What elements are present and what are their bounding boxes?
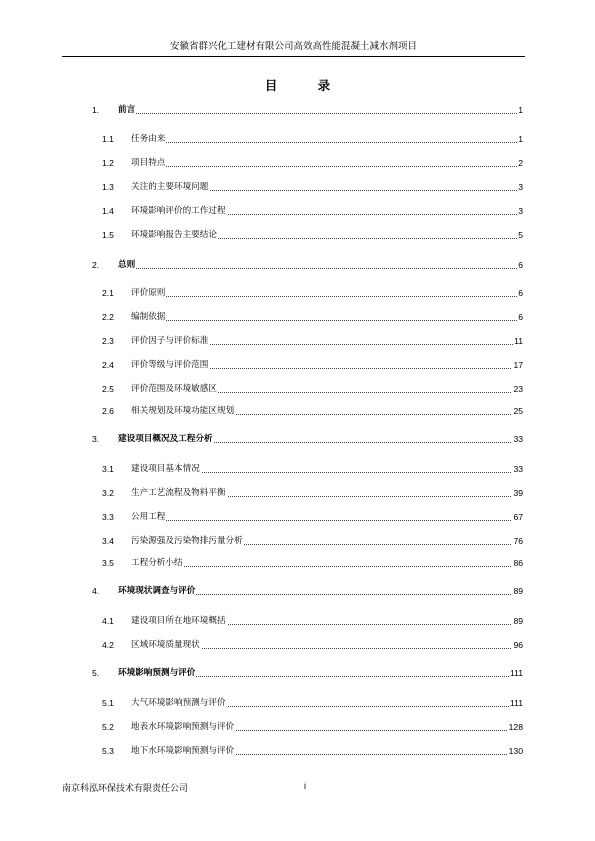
toc-entry-number: 2.3 (102, 336, 114, 346)
toc-entry-number: 2.5 (102, 384, 114, 394)
toc-entry[interactable] (0, 666, 595, 680)
toc-entry-label: 编制依据 (131, 312, 166, 322)
toc-leader-dots (118, 258, 521, 272)
toc-title: 目 录 (264, 78, 349, 93)
toc-leader-dots (131, 510, 521, 524)
toc-entry-label: 任务由来 (131, 134, 166, 144)
toc-entry-label: 工程分析小结 (131, 558, 183, 568)
toc-entry-number: 4.2 (102, 640, 114, 650)
toc-leader-dots (131, 310, 521, 324)
toc-entry-number: 1. (92, 105, 100, 115)
toc-entry-page: 33 (513, 434, 523, 444)
toc-entry-page: 130 (508, 746, 523, 756)
toc-entry[interactable] (0, 744, 595, 758)
toc-entry-page: 11 (514, 336, 523, 346)
toc-entry-number: 1.2 (102, 158, 114, 168)
toc-entry-page: 128 (508, 722, 523, 732)
toc-entry-page: 89 (513, 616, 523, 626)
toc-entry-label: 评价范围及环境敏感区 (131, 384, 217, 394)
toc-entry[interactable] (0, 132, 595, 146)
toc-entry-label: 区域环境质量现状 (131, 640, 200, 650)
toc-entry[interactable] (0, 510, 595, 524)
toc-entry[interactable] (0, 720, 595, 734)
toc-entry-page: 3 (518, 182, 523, 192)
toc-entry-number: 5.2 (102, 722, 114, 732)
toc-entry-page: 1 (518, 134, 523, 144)
toc-entry[interactable] (0, 103, 595, 117)
toc-entry-label: 建设项目概况及工程分析 (118, 434, 213, 444)
toc-entry-label: 地表水环境影响预测与评价 (131, 722, 235, 732)
toc-entry-label: 环境影响评价的工作过程 (131, 206, 226, 216)
toc-entry-page: 3 (518, 206, 523, 216)
toc-entry-number: 5.3 (102, 746, 114, 756)
toc-entry-label: 环境影响报告主要结论 (131, 230, 217, 240)
toc-entry-number: 2.6 (102, 406, 114, 416)
toc-entry-label: 评价因子与评价标准 (131, 336, 209, 346)
toc-entry-label: 污染源强及污染物排污量分析 (131, 536, 243, 546)
toc-entry-page: 17 (513, 360, 523, 370)
toc-entry-page: 2 (518, 158, 523, 168)
toc-entry-number: 5.1 (102, 698, 114, 708)
toc-entry-page: 39 (513, 488, 523, 498)
toc-entry[interactable] (0, 358, 595, 372)
toc-entry[interactable] (0, 614, 595, 628)
toc-entry-page: 33 (513, 464, 523, 474)
toc-entry-label: 相关规划及环境功能区规划 (131, 406, 235, 416)
toc-entry-page: 111 (509, 698, 523, 708)
toc-entry-label: 关注的主要环境问题 (131, 182, 209, 192)
toc-entry-page: 86 (513, 558, 523, 568)
toc-entry[interactable] (0, 156, 595, 170)
toc-entry[interactable] (0, 180, 595, 194)
toc-entry-number: 1.4 (102, 206, 114, 216)
toc-leader-dots (131, 286, 521, 300)
toc-entry-page: 5 (518, 230, 523, 240)
toc-entry[interactable] (0, 404, 595, 418)
toc-entry-page: 6 (518, 288, 523, 298)
toc-entry-page: 23 (513, 384, 523, 394)
toc-entry-number: 2.4 (102, 360, 114, 370)
toc-entry[interactable] (0, 432, 595, 446)
toc-entry-label: 公用工程 (131, 512, 166, 522)
toc-entry-number: 3.1 (102, 464, 114, 474)
toc-entry[interactable] (0, 556, 595, 570)
toc-entry-label: 评价原则 (131, 288, 166, 298)
toc-entry-label: 前言 (118, 105, 136, 115)
toc-entry[interactable] (0, 584, 595, 598)
toc-entry[interactable] (0, 204, 595, 218)
toc-entry-page: 76 (513, 536, 523, 546)
toc-entry-number: 2. (92, 260, 100, 270)
toc-entry-number: 1.1 (102, 134, 114, 144)
toc-entry-number: 4.1 (102, 616, 114, 626)
toc-leader-dots (131, 556, 521, 570)
toc-entry-page: 1 (518, 105, 523, 115)
toc-entry-page: 111 (509, 668, 523, 678)
toc-entry[interactable] (0, 534, 595, 548)
toc-entry-number: 2.2 (102, 312, 114, 322)
toc-leader-dots (118, 103, 521, 117)
toc-entry-page: 96 (513, 640, 523, 650)
toc-entry-number: 2.1 (102, 288, 114, 298)
page-header (62, 40, 525, 57)
toc-entry-label: 大气环境影响预测与评价 (131, 698, 226, 708)
toc-entry-number: 4. (92, 586, 100, 596)
toc-entry-number: 1.5 (102, 230, 114, 240)
toc-entry[interactable] (0, 696, 595, 710)
toc-entry-number: 3. (92, 434, 100, 444)
toc-entry[interactable] (0, 334, 595, 348)
toc-entry-number: 1.3 (102, 182, 114, 192)
toc-entry[interactable] (0, 382, 595, 396)
toc-entry-label: 环境影响预测与评价 (118, 668, 196, 678)
toc-entry-number: 3.3 (102, 512, 114, 522)
toc-entry[interactable] (0, 486, 595, 500)
toc-entry-number: 3.2 (102, 488, 114, 498)
toc-entry-label: 建设项目基本情况 (131, 464, 200, 474)
toc-entry-label: 项目特点 (131, 158, 166, 168)
toc-entry-page: 25 (513, 406, 523, 416)
toc-entry[interactable] (0, 286, 595, 300)
toc-entry-number: 5. (92, 668, 100, 678)
toc-entry-label: 总则 (118, 260, 136, 270)
toc-entry-page: 6 (518, 312, 523, 322)
toc-entry[interactable] (0, 638, 595, 652)
toc-leader-dots (131, 132, 521, 146)
footer-page-number: i (304, 781, 306, 791)
toc-entry[interactable] (0, 462, 595, 476)
toc-entry-number: 3.4 (102, 536, 114, 546)
toc-entry-label: 生产工艺流程及物料平衡 (131, 488, 226, 498)
toc-entry[interactable] (0, 258, 595, 272)
toc-entry-label: 地下水环境影响预测与评价 (131, 746, 235, 756)
footer-company: 南京科泓环保技术有限责任公司 (62, 784, 189, 794)
toc-entry-label: 环境现状调查与评价 (118, 586, 196, 596)
toc-entry-page: 67 (513, 512, 523, 522)
toc-entry-page: 6 (518, 260, 523, 270)
toc-entry-label: 建设项目所在地环境概括 (131, 616, 226, 626)
header-text: 安徽省群兴化工建材有限公司高效高性能混凝土减水剂项目 (169, 41, 417, 52)
toc-entry[interactable] (0, 310, 595, 324)
toc-entry-label: 评价等级与评价范围 (131, 360, 209, 370)
toc-entry-page: 89 (513, 586, 523, 596)
toc-entry-number: 3.5 (102, 558, 114, 568)
toc-entry[interactable] (0, 228, 595, 242)
toc-leader-dots (131, 156, 521, 170)
